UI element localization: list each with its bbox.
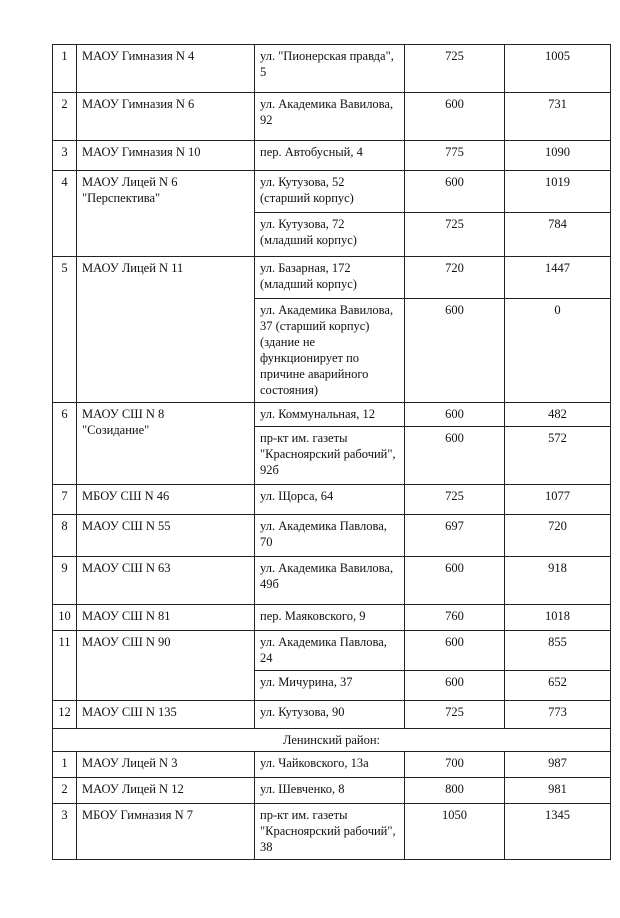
table-row xyxy=(53,515,611,557)
school-address: ул. Академика Павлова, 24 xyxy=(255,631,405,671)
table-row xyxy=(53,778,611,804)
school-name: МАОУ Гимназия N 10 xyxy=(77,141,255,171)
school-name: МАОУ Лицей N 3 xyxy=(77,752,255,778)
school-address: ул. Мичурина, 37 xyxy=(255,671,405,701)
schools-table xyxy=(52,44,611,860)
school-address: пр-кт им. газеты "Красноярский рабочий", 92б xyxy=(255,427,405,485)
table-row xyxy=(53,752,611,778)
value-b: 1447 xyxy=(505,257,611,299)
row-number: 4 xyxy=(53,171,77,257)
school-address: ул. Кутузова, 52 (старший корпус) xyxy=(255,171,405,213)
table-row xyxy=(53,45,611,93)
school-address: ул. Коммунальная, 12 xyxy=(255,403,405,427)
value-b: 1090 xyxy=(505,141,611,171)
value-a: 600 xyxy=(405,427,505,485)
value-b: 731 xyxy=(505,93,611,141)
school-address: пр-кт им. газеты "Красноярский рабочий", 38 xyxy=(255,804,405,860)
value-b: 1019 xyxy=(505,171,611,213)
row-number: 1 xyxy=(53,752,77,778)
value-b: 981 xyxy=(505,778,611,804)
value-a: 720 xyxy=(405,257,505,299)
row-number: 8 xyxy=(53,515,77,557)
value-a: 600 xyxy=(405,557,505,605)
school-address: ул. Академика Павлова, 70 xyxy=(255,515,405,557)
school-address: ул. Кутузова, 72 (младший корпус) xyxy=(255,213,405,257)
value-b: 855 xyxy=(505,631,611,671)
row-number: 3 xyxy=(53,804,77,860)
school-address: ул. Академика Вавилова, 37 (старший корпус) (здание не функционирует по причине аварийного состояния) xyxy=(255,299,405,403)
school-address: пер. Автобусный, 4 xyxy=(255,141,405,171)
table-row xyxy=(53,804,611,860)
table-row xyxy=(53,171,611,213)
row-number: 11 xyxy=(53,631,77,701)
value-a: 725 xyxy=(405,701,505,729)
school-name: МАОУ СШ N 8 "Созидание" xyxy=(77,403,255,485)
value-b: 572 xyxy=(505,427,611,485)
table-row xyxy=(53,605,611,631)
table-row xyxy=(53,141,611,171)
value-a: 760 xyxy=(405,605,505,631)
table-row xyxy=(53,403,611,427)
value-b: 1345 xyxy=(505,804,611,860)
school-name: МАОУ СШ N 63 xyxy=(77,557,255,605)
school-address: ул. Академика Вавилова, 92 xyxy=(255,93,405,141)
value-a: 600 xyxy=(405,299,505,403)
value-b: 1005 xyxy=(505,45,611,93)
value-b: 773 xyxy=(505,701,611,729)
row-number: 9 xyxy=(53,557,77,605)
value-b: 720 xyxy=(505,515,611,557)
district-row xyxy=(53,729,611,752)
school-name: МАОУ Лицей N 12 xyxy=(77,778,255,804)
school-name: МАОУ Гимназия N 6 xyxy=(77,93,255,141)
value-a: 1050 xyxy=(405,804,505,860)
school-address: ул. Базарная, 172 (младший корпус) xyxy=(255,257,405,299)
school-name: МБОУ СШ N 46 xyxy=(77,485,255,515)
row-number: 7 xyxy=(53,485,77,515)
value-a: 725 xyxy=(405,45,505,93)
school-name: МАОУ Лицей N 11 xyxy=(77,257,255,403)
table-row xyxy=(53,485,611,515)
school-name: МАОУ Лицей N 6 "Перспектива" xyxy=(77,171,255,257)
value-b: 1018 xyxy=(505,605,611,631)
row-number: 1 xyxy=(53,45,77,93)
value-a: 697 xyxy=(405,515,505,557)
value-a: 600 xyxy=(405,671,505,701)
table-row xyxy=(53,701,611,729)
school-address: ул. Щорса, 64 xyxy=(255,485,405,515)
school-name: МАОУ СШ N 81 xyxy=(77,605,255,631)
value-a: 600 xyxy=(405,171,505,213)
value-b: 918 xyxy=(505,557,611,605)
school-address: ул. Чайковского, 13а xyxy=(255,752,405,778)
school-name: МБОУ Гимназия N 7 xyxy=(77,804,255,860)
value-b: 482 xyxy=(505,403,611,427)
district-heading: Ленинский район: xyxy=(53,729,611,752)
school-address: ул. Кутузова, 90 xyxy=(255,701,405,729)
school-name: МАОУ СШ N 135 xyxy=(77,701,255,729)
value-b: 1077 xyxy=(505,485,611,515)
value-b: 784 xyxy=(505,213,611,257)
value-a: 600 xyxy=(405,403,505,427)
school-address: ул. "Пионерская правда", 5 xyxy=(255,45,405,93)
school-name: МАОУ Гимназия N 4 xyxy=(77,45,255,93)
school-address: ул. Академика Вавилова, 49б xyxy=(255,557,405,605)
school-name: МАОУ СШ N 90 xyxy=(77,631,255,701)
table-row xyxy=(53,631,611,671)
value-a: 700 xyxy=(405,752,505,778)
school-name: МАОУ СШ N 55 xyxy=(77,515,255,557)
table-row xyxy=(53,257,611,299)
value-b: 0 xyxy=(505,299,611,403)
row-number: 2 xyxy=(53,93,77,141)
value-a: 725 xyxy=(405,485,505,515)
row-number: 5 xyxy=(53,257,77,403)
table-row xyxy=(53,557,611,605)
value-a: 600 xyxy=(405,93,505,141)
value-a: 775 xyxy=(405,141,505,171)
value-a: 600 xyxy=(405,631,505,671)
value-a: 800 xyxy=(405,778,505,804)
row-number: 12 xyxy=(53,701,77,729)
school-address: ул. Шевченко, 8 xyxy=(255,778,405,804)
value-a: 725 xyxy=(405,213,505,257)
table-row xyxy=(53,93,611,141)
row-number: 3 xyxy=(53,141,77,171)
value-b: 652 xyxy=(505,671,611,701)
row-number: 2 xyxy=(53,778,77,804)
row-number: 6 xyxy=(53,403,77,485)
school-address: пер. Маяковского, 9 xyxy=(255,605,405,631)
row-number: 10 xyxy=(53,605,77,631)
value-b: 987 xyxy=(505,752,611,778)
